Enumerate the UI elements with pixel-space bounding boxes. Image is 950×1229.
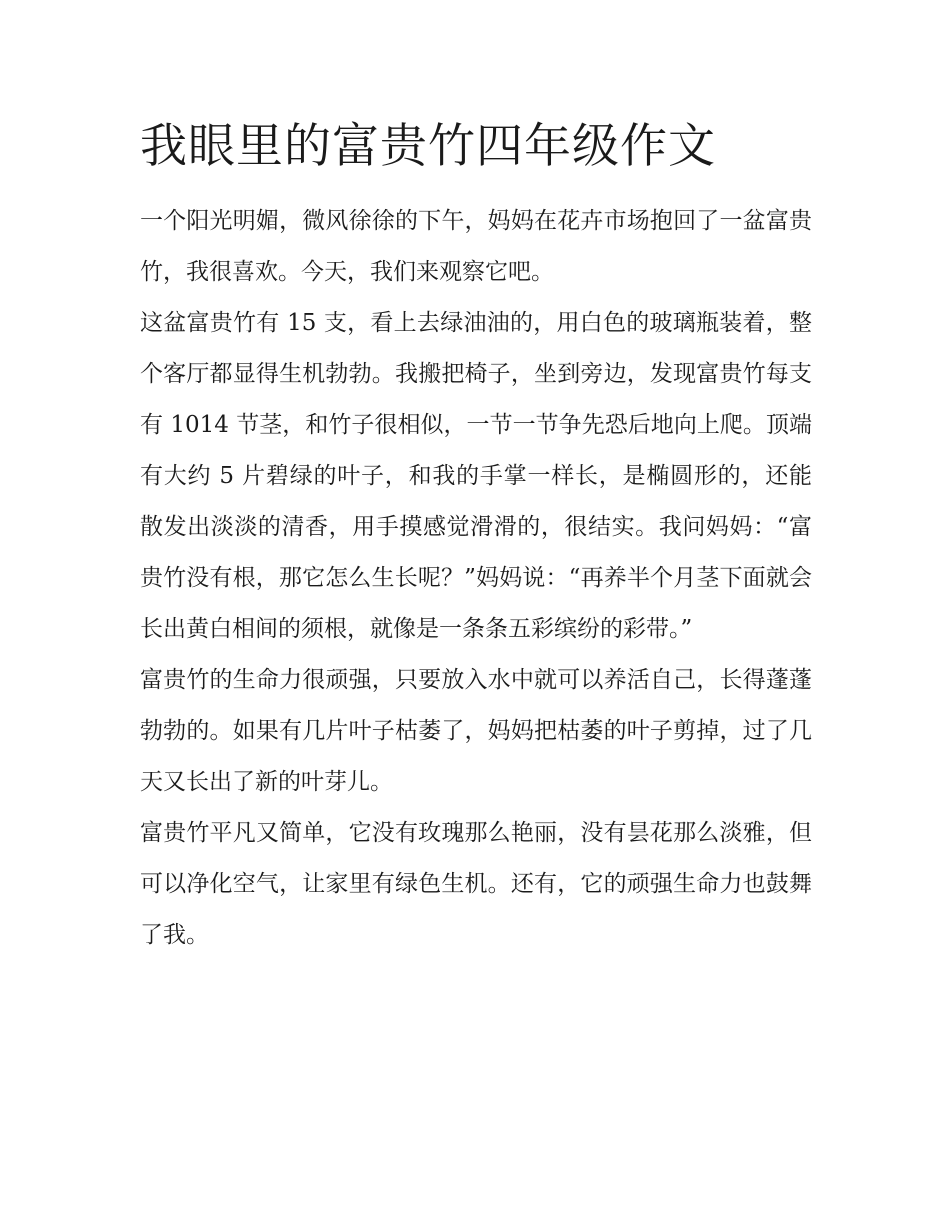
paragraph-1: 一个阳光明媚，微风徐徐的下午，妈妈在花卉市场抱回了一盆富贵竹，我很喜欢。今天，我们来观察它吧。 xyxy=(140,208,812,285)
paragraph-4: 富贵竹平凡又简单，它没有玫瑰那么艳丽，没有昙花那么淡雅，但可以净化空气，让家里有绿色生机。还有，它的顽强生命力也鼓舞了我。 xyxy=(140,820,812,948)
document-body xyxy=(140,196,812,961)
paragraph-3: 富贵竹的生命力很顽强，只要放入水中就可以养活自己，长得蓬蓬勃勃的。如果有几片叶子枯萎了，妈妈把枯萎的叶子剪掉，过了几天又长出了新的叶芽儿。 xyxy=(140,667,812,795)
document-title: 我眼里的富贵竹四年级作文 xyxy=(140,119,716,174)
paragraph-2: 这盆富贵竹有 15 支，看上去绿油油的，用白色的玻璃瓶装着，整个客厅都显得生机勃勃。我搬把椅子，坐到旁边，发现富贵竹每支有 1014 节茎，和竹子很相似，一节一节争先恐后地向上爬。顶端有大约 5 片碧绿的叶子，和我的手掌一样长，是椭圆形的，还能散发出淡淡的清香，用手摸感觉滑滑的，很结实。我问妈妈：“富贵竹没有根，那它怎么生长呢？”妈妈说：“再养半个月茎下面就会长出黄白相间的须根，就像是一条条五彩缤纷的彩带。” xyxy=(140,310,812,642)
